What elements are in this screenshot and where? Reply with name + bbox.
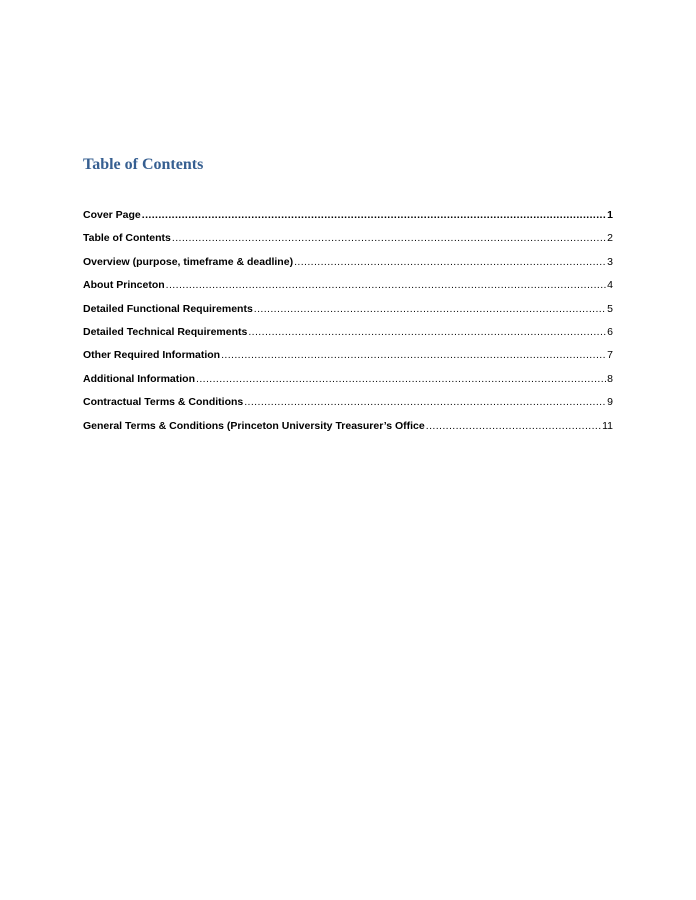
toc-leader-dots [426, 417, 601, 435]
toc-entry-additional-information[interactable] [83, 370, 613, 393]
toc-entry-other-required-information[interactable] [83, 346, 613, 369]
toc-leader-dots [294, 253, 606, 271]
toc-page-number: 6 [607, 325, 613, 338]
toc-leader-dots [244, 393, 606, 411]
toc-entry-table-of-contents[interactable] [83, 229, 613, 252]
toc-page-number: 8 [607, 372, 613, 385]
toc-entry-label[interactable]: Overview (purpose, timeframe & deadline) [83, 255, 294, 268]
toc-page-number: 7 [607, 349, 613, 362]
toc-entry-technical-requirements[interactable] [83, 323, 613, 346]
toc-entry-contractual-terms[interactable] [83, 393, 613, 416]
toc-entry-functional-requirements[interactable] [83, 300, 613, 323]
toc-page-number: 5 [607, 302, 613, 315]
toc-entry-label[interactable]: Detailed Technical Requirements [83, 325, 248, 338]
toc-leader-dots [166, 276, 606, 294]
toc-page-number: 2 [607, 232, 613, 245]
toc-entry-label[interactable]: Other Required Information [83, 349, 221, 362]
toc-leader-dots [221, 346, 606, 364]
toc-leader-dots [248, 323, 606, 341]
toc-page-number: 3 [607, 255, 613, 268]
toc-entry-label[interactable]: Detailed Functional Requirements [83, 302, 253, 315]
toc-leader-dots [196, 370, 606, 388]
toc-entry-label[interactable]: Additional Information [83, 372, 195, 385]
toc-leader-dots [254, 300, 606, 318]
toc-page-number: 1 [607, 209, 613, 221]
toc-page-number: 11 [602, 419, 613, 432]
toc-list [83, 206, 613, 440]
toc-entry-about-princeton[interactable] [83, 276, 613, 299]
toc-entry-label[interactable]: General Terms & Conditions (Princeton University Treasurer’s Office [83, 419, 425, 432]
toc-entry-overview[interactable] [83, 253, 613, 276]
toc-heading: Table of Contents [83, 156, 204, 173]
toc-page-number: 4 [607, 279, 613, 292]
toc-entry-label[interactable]: About Princeton [83, 279, 165, 292]
toc-leader-dots [172, 229, 606, 247]
toc-entry-cover-page[interactable] [83, 206, 613, 229]
toc-leader-dots [142, 206, 606, 224]
toc-page-number: 9 [607, 396, 613, 409]
toc-entry-label[interactable]: Contractual Terms & Conditions [83, 396, 244, 409]
toc-entry-label[interactable]: Cover Page [83, 209, 141, 221]
toc-entry-label[interactable]: Table of Contents [83, 232, 171, 245]
toc-entry-general-terms[interactable] [83, 417, 613, 440]
